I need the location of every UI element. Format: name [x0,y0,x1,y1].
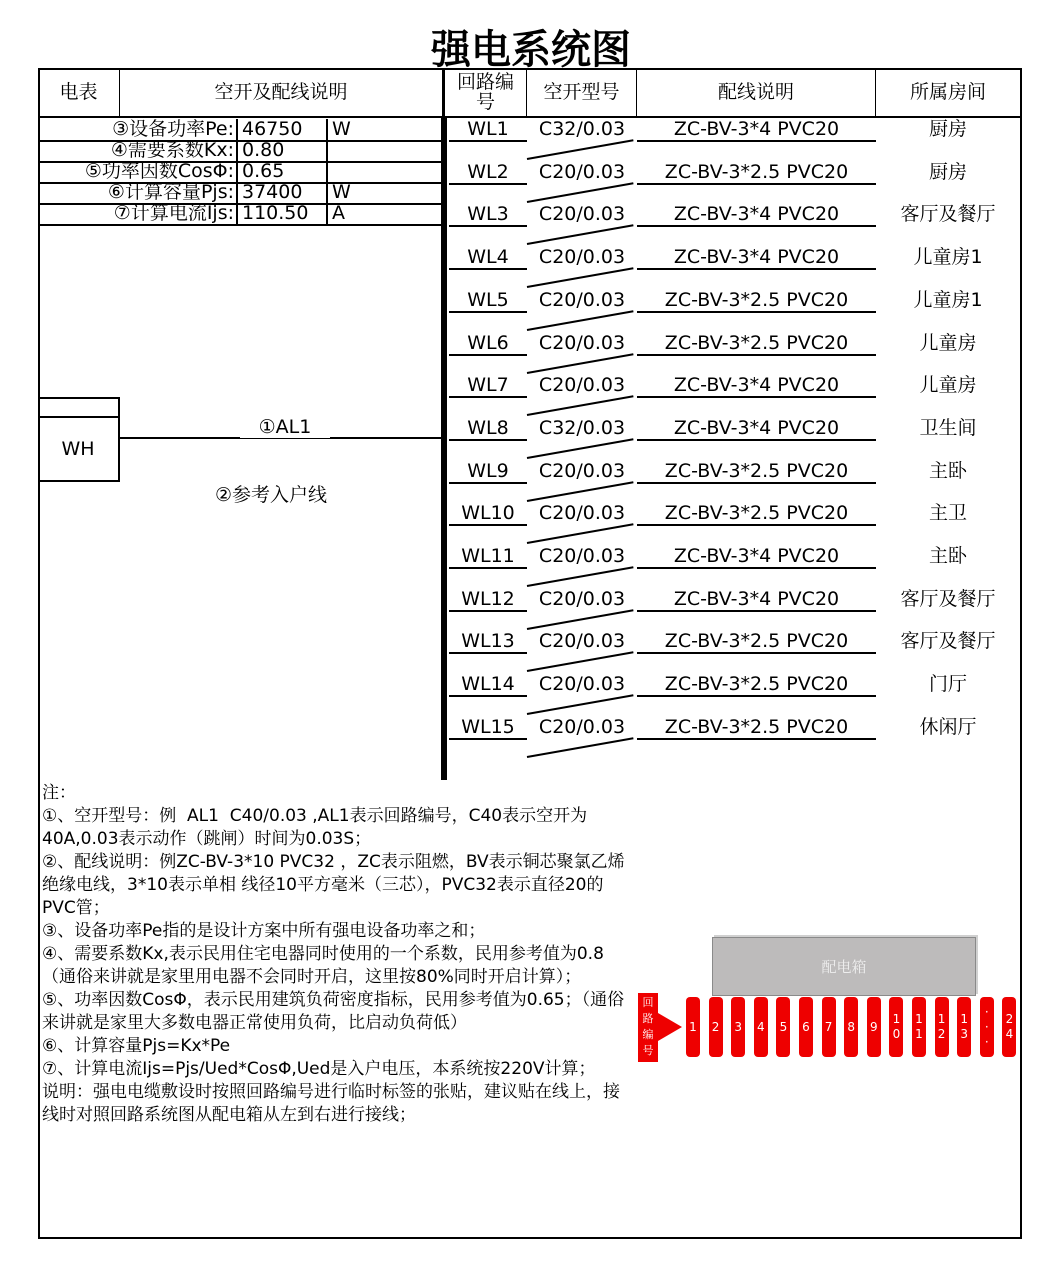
incoming-line-note: ②参考入户线 [215,484,328,506]
info-unit [328,140,442,161]
room-name: 儿童房 [919,374,977,397]
circuit-label-char: 号 [642,1044,654,1057]
terminal-digit: 2 [1005,1012,1014,1026]
circuit-label-char: 路 [642,1012,654,1025]
circuit-id: WL14 [449,673,527,697]
note-line: 说明：强电电缆敷设时按照回路编号进行临时标签的张贴，建议贴在线上，接线时对照回路系统图从配电箱从左到右进行接线； [42,1082,620,1125]
info-label: ④需要系数Kx: [38,140,238,161]
terminal-digit: · [984,1034,989,1049]
info-label: ⑥计算容量Pjs: [38,182,238,203]
header-breaker-model: 空开型号 [527,68,637,118]
room-name: 卫生间 [919,416,977,439]
header-wiring: 配线说明 [637,68,876,118]
circuit-id: WL2 [449,161,527,185]
header-circuit-no: 回路编号 [443,68,527,118]
info-row [38,140,442,163]
terminal [889,997,903,1057]
circuit-id: WL8 [449,417,527,441]
breaker-model: C20/0.03 [538,545,626,567]
cable-spec: ZC-BV-3*4 PVC20 [637,545,876,569]
info-label: ③设备功率Pe: [38,119,238,140]
terminal-digit: 3 [960,1027,968,1041]
terminal-digit: 5 [779,1019,788,1034]
terminal-digit: 4 [1005,1027,1014,1041]
terminal [980,997,994,1057]
circuit-id: WL1 [449,118,527,142]
room-name: 客厅及餐厅 [900,203,996,226]
cable-spec: ZC-BV-3*2.5 PVC20 [637,673,876,697]
info-value: 0.65 [238,161,328,182]
cable-spec: ZC-BV-3*2.5 PVC20 [637,460,876,484]
incoming-line-label: ①AL1 [240,416,330,438]
cable-spec: ZC-BV-3*4 PVC20 [637,374,876,398]
terminal-digit: 1 [915,1012,923,1026]
cable-spec: ZC-BV-3*4 PVC20 [637,118,876,142]
terminal [822,997,836,1057]
room-name: 主卫 [928,502,967,525]
cable-spec: ZC-BV-3*4 PVC20 [637,417,876,441]
terminal [867,997,881,1057]
room-name: 门厅 [928,673,967,696]
terminal [776,997,790,1057]
breaker-model: C20/0.03 [538,502,626,525]
terminal [1002,997,1016,1057]
info-unit: A [332,203,345,224]
terminal [686,997,700,1057]
header-breaker-desc: 空开及配线说明 [120,68,443,118]
room-name: 休闲厅 [919,715,977,738]
terminal-digit: · [984,1019,989,1034]
circuit-number-label [638,993,658,1062]
room-name: 客厅及餐厅 [900,587,996,610]
note-line: ①、空开型号：例 AL1 C40/0.03 ,AL1表示回路编号，C40表示空开为40A,0.03表示动作（跳闸）时间为0.03S； [42,806,588,849]
cable-spec: ZC-BV-3*4 PVC20 [637,588,876,612]
breaker-model: C20/0.03 [538,331,626,354]
circuit-id: WL5 [449,289,527,313]
cable-spec: ZC-BV-3*2.5 PVC20 [637,502,876,526]
busbar [441,118,447,780]
note-line: ⑤、功率因数CosΦ，表示民用建筑负荷密度指标，民用参考值为0.65；（通俗来讲就是家里大多数电器正常使用负荷，比启动负荷低） [42,990,625,1033]
circuit-id: WL10 [449,502,527,526]
room-name: 主卧 [928,459,967,482]
terminal-digit: 1 [892,1012,901,1026]
note-line: ④、需要系数Kx,表示民用住宅电器同时使用的一个系数，民用参考值为0.8（通俗来讲就是家里用电器不会同时开启，这里按80%同时开启计算）； [42,944,604,987]
circuit-id: WL4 [449,246,527,270]
circuit-id: WL13 [449,630,527,654]
room-name: 主卧 [928,545,967,567]
info-value: 110.50 [238,203,328,224]
circuit-id: WL12 [449,588,527,612]
distribution-box: 配电箱 [712,937,976,996]
terminal-digit: 1 [915,1027,923,1041]
circuit-id: WL11 [449,545,527,569]
breaker-model: C20/0.03 [538,246,626,269]
room-name: 儿童房1 [913,288,983,311]
breaker-model: C32/0.03 [538,416,626,439]
room-name: 儿童房1 [913,246,983,269]
info-label: ⑤功率因数CosΦ: [38,161,238,182]
cable-spec: ZC-BV-3*4 PVC20 [637,203,876,227]
terminal [754,997,768,1057]
header-room: 所属房间 [876,68,1020,118]
note-line: ⑦、计算电流Ijs=Pjs/Ued*CosΦ,Ued是入户电压，本系统按220V计算； [42,1059,596,1079]
meter-box: WH [38,416,120,482]
circuit-id: WL6 [449,332,527,356]
terminal-digit: 1 [937,1012,946,1026]
note-line: ③、设备功率Pe指的是设计方案中所有强电设备功率之和； [42,921,486,941]
header-meter: 电表 [38,68,120,118]
breaker-model: C20/0.03 [538,459,626,482]
info-value: 0.80 [238,140,328,161]
page-title: 强电系统图 [431,27,631,73]
info-row [38,203,442,226]
terminal-digit: 4 [756,1019,765,1034]
info-row [38,161,442,184]
terminal-digit: 9 [869,1019,878,1034]
note-line: ②、配线说明：例ZC-BV-3*10 PVC32 ，ZC表示阻燃，BV表示铜芯聚氯乙烯绝缘电线，3*10表示单相 线径10平方毫米（三芯），PVC32表示直径20的PVC管； [42,852,625,918]
room-name: 客厅及餐厅 [900,630,996,653]
room-name: 厨房 [928,160,967,183]
info-row [38,119,442,142]
terminal-digit: 1 [960,1012,968,1026]
room-name: 厨房 [928,118,967,140]
terminal [935,997,949,1057]
terminal [709,997,723,1057]
note-line: ⑥、计算容量Pjs=Kx*Pe [42,1036,231,1056]
terminal-digit: 0 [892,1027,901,1041]
cable-spec: ZC-BV-3*2.5 PVC20 [637,161,876,185]
terminal-digit: 8 [847,1019,855,1034]
breaker-model: C20/0.03 [538,374,626,397]
breaker-model: C32/0.03 [538,118,626,140]
cable-spec: ZC-BV-3*2.5 PVC20 [637,332,876,356]
terminal [957,997,971,1057]
terminal-digit: 7 [824,1019,833,1034]
info-label: ⑦计算电流Ijs: [38,203,238,224]
info-unit [328,161,442,182]
meter-cap [38,397,120,418]
breaker-model: C20/0.03 [538,673,626,696]
cable-spec: ZC-BV-3*4 PVC20 [637,246,876,270]
terminal-digit: · [984,1004,989,1019]
circuit-id: WL3 [449,203,527,227]
breaker-model: C20/0.03 [538,630,626,653]
circuit-label-char: 编 [642,1028,654,1041]
room-name: 儿童房 [919,331,977,354]
terminal [844,997,858,1057]
terminal-digit: 2 [711,1019,720,1034]
terminal [799,997,813,1057]
info-value: 37400 [238,182,328,203]
terminal-digit: 1 [689,1019,697,1034]
circuit-id: WL15 [449,716,527,740]
note-line: 注： [42,783,76,803]
circuit-id: WL7 [449,374,527,398]
terminal [912,997,926,1057]
breaker-model: C20/0.03 [538,587,626,610]
breaker-model: C20/0.03 [538,715,626,738]
terminal-digit: 6 [802,1019,810,1034]
breaker-model: C20/0.03 [538,288,626,311]
circuit-id: WL9 [449,460,527,484]
cable-spec: ZC-BV-3*2.5 PVC20 [637,716,876,740]
breaker-model: C20/0.03 [538,160,626,183]
info-value: 46750 [238,119,328,140]
terminal-digit: 2 [937,1027,946,1041]
circuit-label-char: 回 [642,996,654,1009]
breaker-model: C20/0.03 [538,203,626,226]
info-row [38,182,442,205]
terminal [731,997,745,1057]
arrow-right-icon [658,1013,682,1041]
cable-spec: ZC-BV-3*2.5 PVC20 [637,630,876,654]
cable-spec: ZC-BV-3*2.5 PVC20 [637,289,876,313]
info-unit: W [332,119,351,140]
terminal-digit: 3 [734,1019,742,1034]
notes [42,782,636,1127]
info-unit: W [332,182,351,203]
